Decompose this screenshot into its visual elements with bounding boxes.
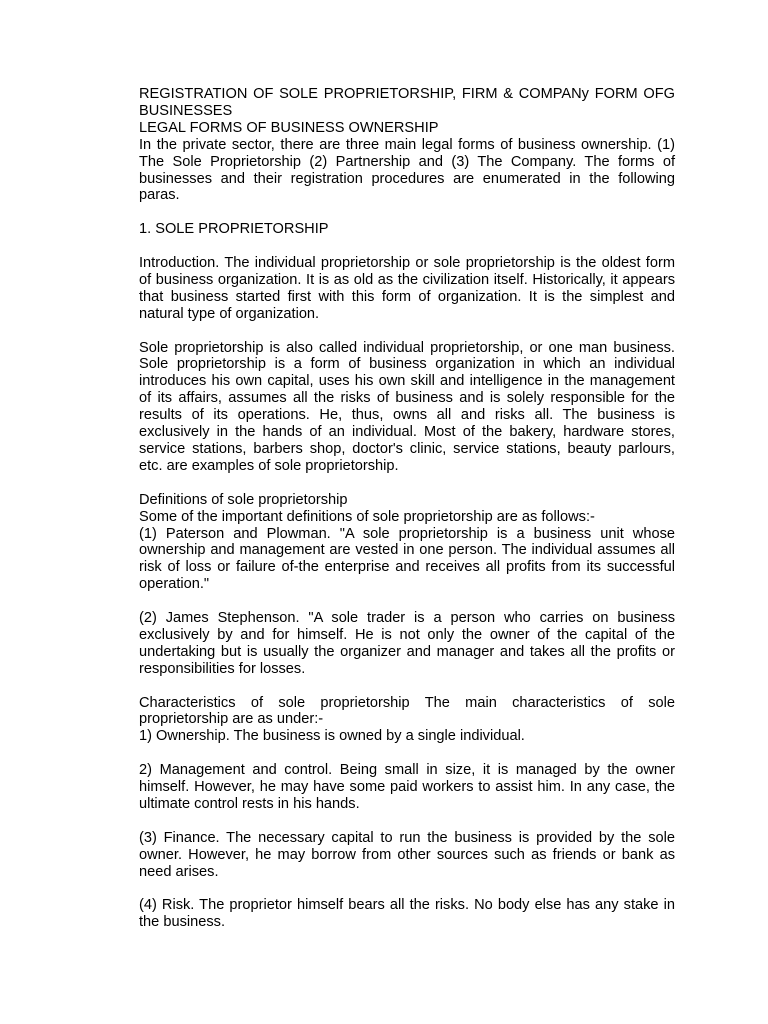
- intro-paragraph: In the private sector, there are three main legal forms of business ownership. (1) The Sole Proprietorship (2) Partnership and (3) The Company. The forms of businesses and their registration procedures are enumerated in the following paras.: [139, 136, 675, 204]
- characteristics-intro: Characteristics of sole proprietorship The main characteristics of sole proprietorship are as under:-: [139, 694, 675, 728]
- spacer: [139, 745, 675, 762]
- definition-1: (1) Paterson and Plowman. "A sole proprietorship is a business unit whose ownership and management are vested in one person. The individual assumes all risk of loss or failure of-the enterprise and receives all profits from its successful operation.": [139, 525, 675, 593]
- characteristic-3: (3) Finance. The necessary capital to run the business is provided by the sole owner. However, he may borrow from other sources such as friends or bank as need arises.: [139, 829, 675, 880]
- sole-proprietorship-paragraph: Sole proprietorship is also called individual proprietorship, or one man business. Sole proprietorship is a form of business organization in which an individual introduces his own capital, uses his own skill and intelligence in the management of its affairs, assumes all the risks of business and is solely responsible for the results of its operations. He, thus, owns all and risks all. The business is exclusively in the hands of an individual. Most of the bakery, hardware stores, service stations, barbers shop, doctor's clinic, service stations, beauty parlours, etc. are examples of sole proprietorship.: [139, 339, 675, 474]
- definitions-intro: Some of the important definitions of sole proprietorship are as follows:-: [139, 508, 595, 525]
- spacer: [139, 880, 675, 897]
- spacer: [139, 678, 675, 695]
- document-title: REGISTRATION OF SOLE PROPRIETORSHIP, FIRM & COMPANy FORM OFG BUSINESSES: [139, 86, 675, 119]
- spacer: [139, 323, 675, 340]
- definitions-heading: Definitions of sole proprietorship: [139, 491, 348, 508]
- document-page: [139, 86, 675, 931]
- introduction-paragraph: Introduction. The individual proprietorship or sole proprietorship is the oldest form of business organization. It is as old as the civilization itself. Historically, it appears that business started first with this form of organization. It is the simplest and natural type of organization.: [139, 255, 675, 322]
- characteristic-4: (4) Risk. The proprietor himself bears all the risks. No body else has any stake in the business.: [139, 897, 675, 931]
- spacer: [139, 813, 675, 830]
- characteristic-2: 2) Management and control. Being small in size, it is managed by the owner himself. However, he may have some paid workers to assist him. In any case, the ultimate control rests in his hands.: [139, 762, 675, 812]
- section-heading-sole-proprietorship: 1. SOLE PROPRIETORSHIP: [139, 221, 329, 238]
- spacer: [139, 238, 675, 255]
- spacer: [139, 593, 675, 610]
- characteristic-1: 1) Ownership. The business is owned by a single individual.: [139, 728, 525, 745]
- spacer: [139, 475, 675, 492]
- definition-2: (2) James Stephenson. "A sole trader is a person who carries on business exclusively by and for himself. He is not only the owner of the capital of the undertaking but is usually the organizer and manager and takes all the profits or responsibilities for losses.: [139, 610, 675, 677]
- spacer: [139, 204, 675, 221]
- legal-forms-heading: LEGAL FORMS OF BUSINESS OWNERSHIP: [139, 119, 439, 136]
